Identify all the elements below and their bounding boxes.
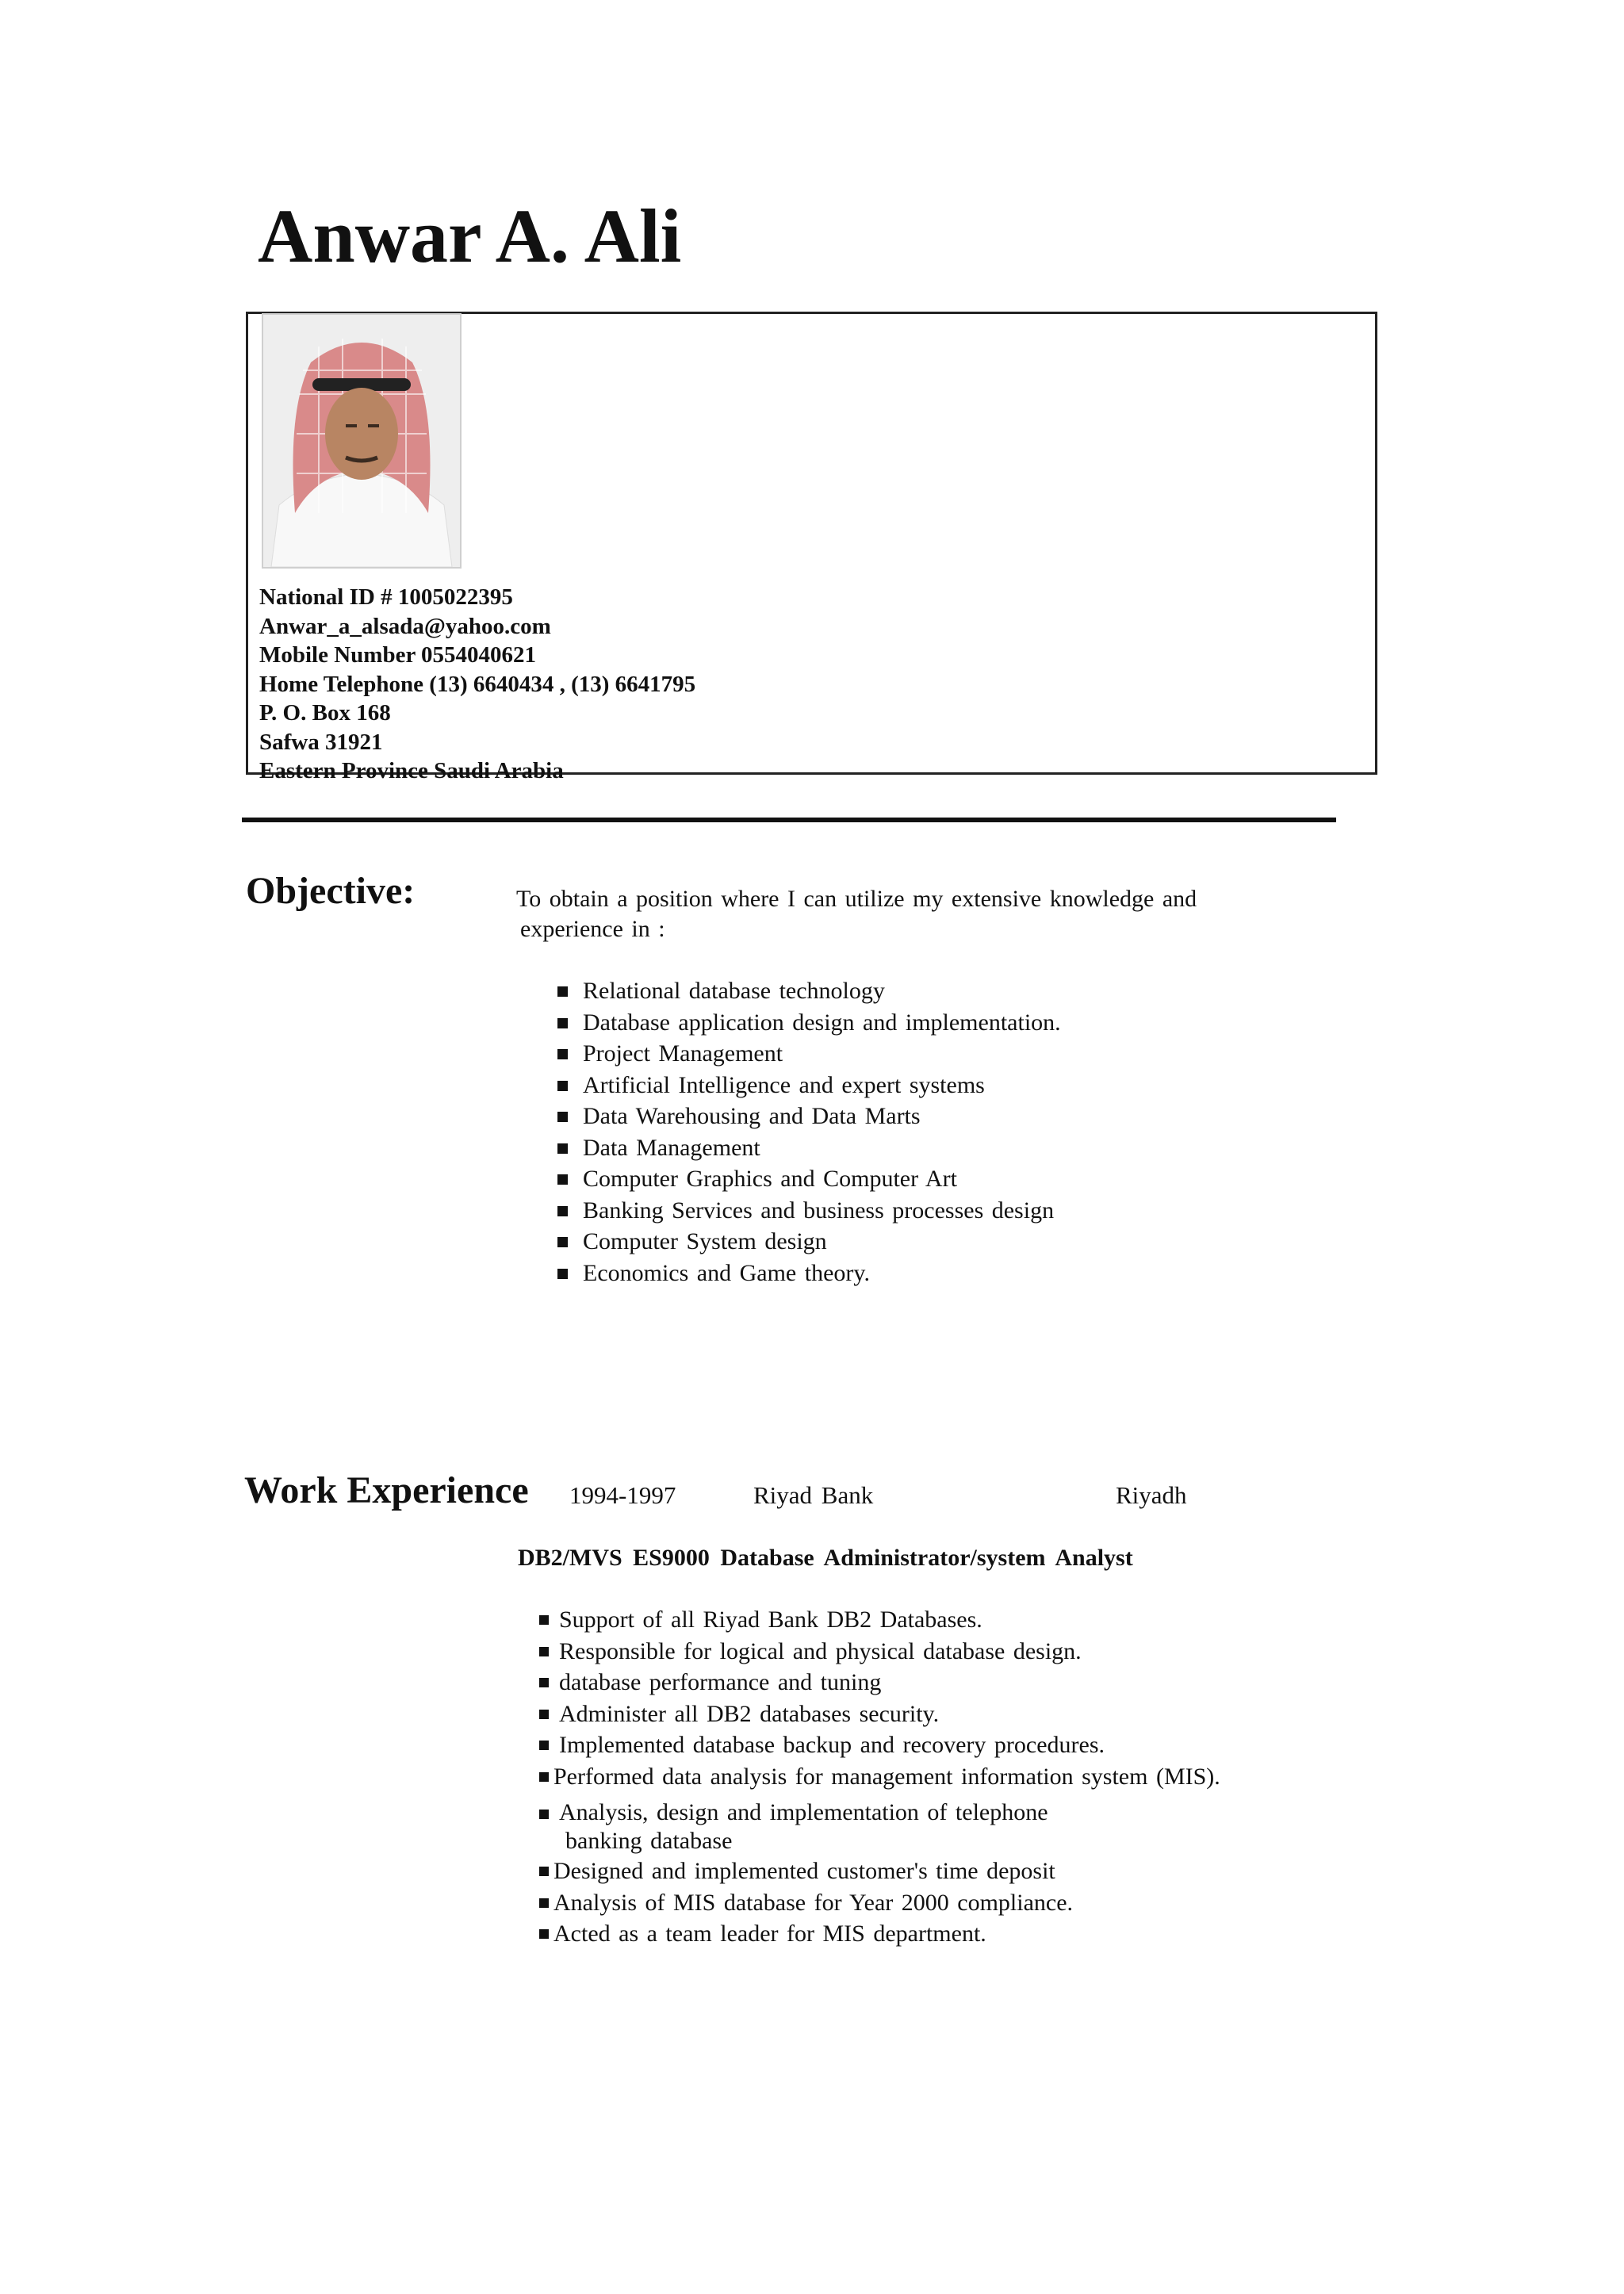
bullet-icon xyxy=(557,1112,568,1122)
bullet-icon xyxy=(539,1647,549,1656)
objective-text-line2: experience in : xyxy=(520,916,665,942)
list-item: Support of all Riyad Bank DB2 Databases. xyxy=(539,1604,1220,1636)
list-item: Artificial Intelligence and expert systems xyxy=(557,1070,1061,1101)
mobile-number: Mobile Number 0554040621 xyxy=(259,642,537,668)
work-company: Riyad Bank xyxy=(753,1481,874,1509)
bullet-icon xyxy=(539,1678,549,1687)
objective-text-line1: To obtain a position where I can utilize my extensive knowledge and xyxy=(516,886,1197,912)
contact-details xyxy=(259,583,695,786)
email[interactable]: Anwar_a_alsada@yahoo.com xyxy=(259,613,551,639)
list-item: Designed and implemented customer's time deposit xyxy=(539,1855,1220,1887)
objective-text xyxy=(516,884,1309,944)
list-item: Project Management xyxy=(557,1038,1061,1070)
list-item: Analysis, design and implementation of telephone banking database xyxy=(539,1798,1162,1855)
bullet-icon xyxy=(557,1237,568,1247)
list-item: Implemented database backup and recovery procedures. xyxy=(539,1729,1220,1761)
city: Safwa 31921 xyxy=(259,729,383,755)
bullet-icon xyxy=(557,1269,568,1279)
profile-photo xyxy=(262,313,462,569)
bullet-icon xyxy=(557,1081,568,1091)
work-period: 1994-1997 xyxy=(569,1481,676,1509)
list-item: Performed data analysis for management information system (MIS). xyxy=(539,1761,1220,1793)
list-item: Data Management xyxy=(557,1132,1061,1164)
work-experience-title: Work Experience xyxy=(244,1469,529,1511)
objective-list xyxy=(557,975,1061,1289)
bullet-icon xyxy=(539,1710,549,1719)
bullet-icon xyxy=(539,1772,549,1782)
job-title: DB2/MVS ES9000 Database Administrator/system Analyst xyxy=(518,1545,1133,1571)
list-item: Analysis of MIS database for Year 2000 compliance. xyxy=(539,1887,1220,1919)
bullet-icon xyxy=(557,1174,568,1185)
section-divider xyxy=(242,818,1336,822)
candidate-name: Anwar A. Ali xyxy=(258,193,682,278)
list-item: Relational database technology xyxy=(557,975,1061,1007)
bullet-icon xyxy=(557,1018,568,1028)
list-item: Computer Graphics and Computer Art xyxy=(557,1163,1061,1195)
region: Eastern Province Saudi Arabia xyxy=(259,758,564,783)
objective-title: Objective: xyxy=(246,870,416,912)
work-location: Riyadh xyxy=(1116,1481,1187,1509)
bullet-icon xyxy=(539,1929,549,1939)
bullet-icon xyxy=(539,1867,549,1876)
bullet-icon xyxy=(557,986,568,997)
bullet-icon xyxy=(539,1898,549,1908)
po-box: P. O. Box 168 xyxy=(259,700,391,726)
list-item: Administer all DB2 databases security. xyxy=(539,1698,1220,1730)
home-telephone: Home Telephone (13) 6640434 , (13) 6641795 xyxy=(259,671,696,697)
bullet-icon xyxy=(539,1810,549,1819)
national-id: National ID # 1005022395 xyxy=(259,584,513,610)
bullet-icon xyxy=(539,1741,549,1750)
work-duties-list xyxy=(539,1604,1220,1950)
list-item: Database application design and implementation. xyxy=(557,1007,1061,1039)
bullet-icon xyxy=(557,1206,568,1216)
bullet-icon xyxy=(539,1615,549,1625)
list-item: Responsible for logical and physical database design. xyxy=(539,1636,1220,1668)
list-item: database performance and tuning xyxy=(539,1667,1220,1698)
list-item: Data Warehousing and Data Marts xyxy=(557,1101,1061,1132)
bullet-icon xyxy=(557,1143,568,1154)
bullet-icon xyxy=(557,1049,568,1059)
list-item: Acted as a team leader for MIS department. xyxy=(539,1918,1220,1950)
list-item: Economics and Game theory. xyxy=(557,1258,1061,1289)
list-item: Banking Services and business processes design xyxy=(557,1195,1061,1227)
list-item: Computer System design xyxy=(557,1226,1061,1258)
